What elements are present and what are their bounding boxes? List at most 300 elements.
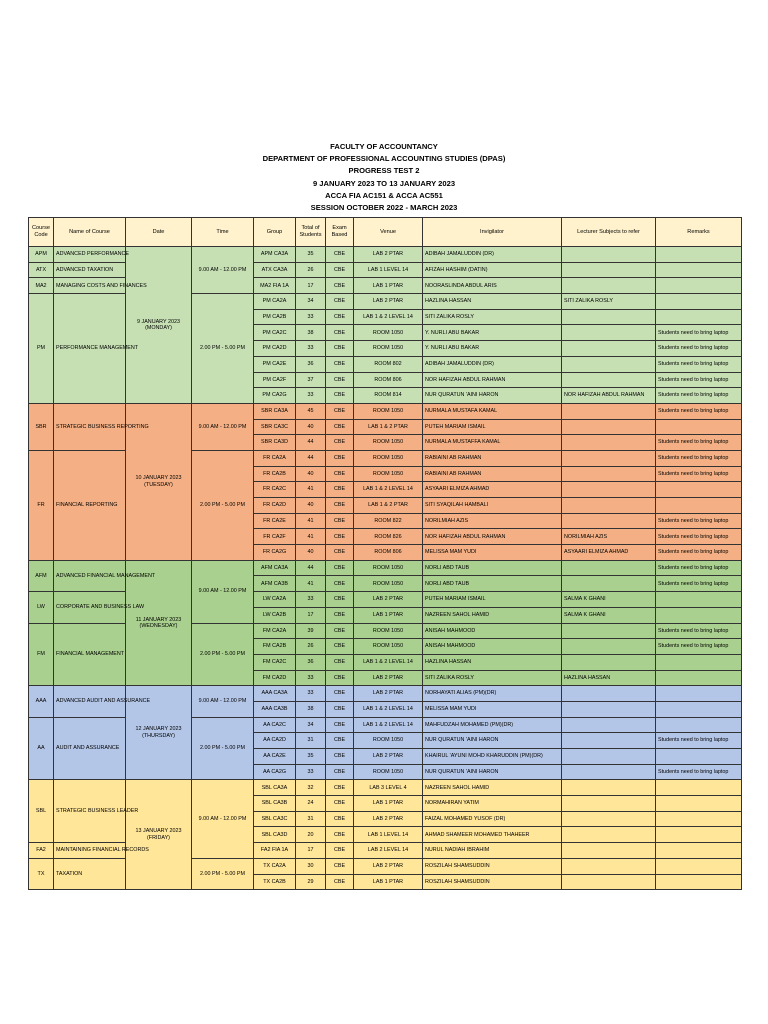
remarks-cell: Students need to bring laptop [656,513,742,529]
invigilator-cell: HAZLINA HASSAN [423,654,562,670]
venue-cell: LAB 1 & 2 LEVEL 14 [354,654,423,670]
total-students-cell: 39 [296,623,326,639]
group-cell: TX CA2B [254,874,296,890]
remarks-cell [656,749,742,765]
exam-based-cell: CBE [326,874,354,890]
exam-based-cell: CBE [326,403,354,419]
exam-based-cell: CBE [326,356,354,372]
exam-time-cell: 2.00 PM - 5.00 PM [192,450,254,560]
group-cell: PM CA2E [254,356,296,372]
header-remarks: Remarks [656,218,742,247]
course-name-cell: ADVANCED AUDIT AND ASSURANCE [54,686,126,717]
total-students-cell: 30 [296,858,326,874]
remarks-cell [656,843,742,859]
remarks-cell [656,278,742,294]
invigilator-cell: PUTEH MARIAM ISMAIL [423,592,562,608]
table-row [29,247,742,263]
venue-cell: ROOM 1050 [354,576,423,592]
invigilator-cell: KHAIRUL 'AYUNI MOHD KHARUDDIN (PM)(DR) [423,749,562,765]
remarks-cell: Students need to bring laptop [656,545,742,561]
total-students-cell: 33 [296,764,326,780]
invigilator-cell: RABIAINI AB RAHMAN [423,466,562,482]
group-cell: LW CA2A [254,592,296,608]
invigilator-cell: NUR QURATUN 'AINI HARON [423,388,562,404]
invigilator-cell: NORHAYATI ALIAS (PM)(DR) [423,686,562,702]
invigilator-cell: ROSZILAH SHAMSUDDIN [423,858,562,874]
course-code-cell: FA2 [29,843,54,859]
exam-based-cell: CBE [326,623,354,639]
course-name-cell: TAXATION [54,858,126,889]
title-test-period: 9 JANUARY 2023 TO 13 JANUARY 2023 [312,178,456,188]
lecturer-cell [562,827,656,843]
course-name-cell: ADVANCED PERFORMANCE [54,247,126,263]
remarks-cell [656,874,742,890]
venue-cell: LAB 2 PTAR [354,686,423,702]
lecturer-cell [562,576,656,592]
invigilator-cell: NURMALA MUSTAFA KAMAL [423,403,562,419]
lecturer-cell [562,560,656,576]
exam-based-cell: CBE [326,780,354,796]
total-students-cell: 26 [296,262,326,278]
schedule-body [29,247,742,890]
venue-cell: ROOM 1050 [354,466,423,482]
exam-date-text: 13 JANUARY 2023 [135,828,182,835]
total-students-cell: 31 [296,733,326,749]
group-cell: SBR CA3C [254,419,296,435]
title-session: SESSION OCTOBER 2022 - MARCH 2023 [310,202,458,212]
exam-based-cell: CBE [326,325,354,341]
invigilator-cell: NOR HAFIZAH ABDUL RAHMAN [423,372,562,388]
remarks-cell [656,701,742,717]
venue-cell: LAB 1 PTAR [354,874,423,890]
header-exam-based: Exam Based [326,218,354,247]
title-faculty: FACULTY OF ACCOUNTANCY [330,142,438,151]
total-students-cell: 17 [296,607,326,623]
group-cell: SBL CA3D [254,827,296,843]
exam-date-text: 10 JANUARY 2023 [135,475,182,482]
exam-based-cell: CBE [326,654,354,670]
exam-based-cell: CBE [326,278,354,294]
exam-date-cell [126,780,192,890]
total-students-cell: 34 [296,294,326,310]
venue-cell: LAB 2 PTAR [354,670,423,686]
course-code-cell: TX [29,858,54,889]
lecturer-cell [562,639,656,655]
exam-weekday-text: (MONDAY) [145,324,172,331]
venue-cell: LAB 1 & 2 PTAR [354,419,423,435]
exam-based-cell: CBE [326,858,354,874]
header-lecturer: Lecturer Subjects to refer [562,218,656,247]
invigilator-cell: NOORASLINDA ABDUL ARIS [423,278,562,294]
exam-time-cell: 2.00 PM - 5.00 PM [192,858,254,889]
venue-cell: ROOM 1050 [354,623,423,639]
exam-based-cell: CBE [326,811,354,827]
venue-cell: ROOM 1050 [354,450,423,466]
exam-based-cell: CBE [326,607,354,623]
invigilator-cell: MELISSA MAM YUDI [423,545,562,561]
venue-cell: LAB 1 & 2 LEVEL 14 [354,482,423,498]
venue-cell: LAB 1 & 2 LEVEL 14 [354,717,423,733]
course-name-cell: MAINTAINING FINANCIAL RECORDS [54,843,126,859]
group-cell: FR CA2C [254,482,296,498]
exam-based-cell: CBE [326,560,354,576]
course-name-cell: CORPORATE AND BUSINESS LAW [54,592,126,623]
group-cell: FR CA2E [254,513,296,529]
lecturer-cell [562,858,656,874]
venue-cell: LAB 2 PTAR [354,294,423,310]
remarks-cell [656,309,742,325]
lecturer-cell: ASYAARI ELMIZA AHMAD [562,545,656,561]
table-row [29,560,742,576]
venue-cell: ROOM 1050 [354,560,423,576]
total-students-cell: 38 [296,325,326,341]
remarks-cell: Students need to bring laptop [656,372,742,388]
exam-date-cell [126,560,192,686]
exam-based-cell: CBE [326,592,354,608]
exam-weekday-text: (TUESDAY) [144,481,173,488]
exam-based-cell: CBE [326,796,354,812]
remarks-cell [656,247,742,263]
total-students-cell: 41 [296,576,326,592]
total-students-cell: 45 [296,403,326,419]
venue-cell: LAB 2 PTAR [354,592,423,608]
course-code-cell: FM [29,623,54,686]
total-students-cell: 33 [296,388,326,404]
lecturer-cell [562,654,656,670]
total-students-cell: 35 [296,749,326,765]
group-cell: ATX CA3A [254,262,296,278]
remarks-cell: Students need to bring laptop [656,733,742,749]
lecturer-cell [562,262,656,278]
lecturer-cell: SALMA K GHANI [562,607,656,623]
table-row [29,686,742,702]
invigilator-cell: NAZREEN SAHOL HAMID [423,607,562,623]
venue-cell: ROOM 806 [354,545,423,561]
total-students-cell: 33 [296,670,326,686]
remarks-cell: Students need to bring laptop [656,325,742,341]
remarks-cell [656,607,742,623]
venue-cell: LAB 2 PTAR [354,858,423,874]
group-cell: FM CA2D [254,670,296,686]
venue-cell: ROOM 822 [354,513,423,529]
venue-cell: LAB 2 PTAR [354,749,423,765]
group-cell: FM CA2A [254,623,296,639]
document-title-block [0,141,768,214]
course-code-cell: AA [29,717,54,780]
group-cell: SBL CA3C [254,811,296,827]
invigilator-cell: MELISSA MAM YUDI [423,701,562,717]
venue-cell: LAB 2 PTAR [354,247,423,263]
invigilator-cell: PUTEH MARIAM ISMAIL [423,419,562,435]
remarks-cell: Students need to bring laptop [656,639,742,655]
lecturer-cell [562,419,656,435]
group-cell: FM CA2C [254,654,296,670]
total-students-cell: 33 [296,341,326,357]
total-students-cell: 33 [296,309,326,325]
invigilator-cell: Y. NURLI ABU BAKAR [423,325,562,341]
invigilator-cell: NURUL NADIAH IBRAHIM [423,843,562,859]
group-cell: SBR CA3D [254,435,296,451]
remarks-cell: Students need to bring laptop [656,560,742,576]
header-group: Group [254,218,296,247]
group-cell: PM CA2F [254,372,296,388]
exam-based-cell: CBE [326,388,354,404]
exam-based-cell: CBE [326,372,354,388]
exam-time-cell: 9.00 AM - 12.00 PM [192,686,254,717]
total-students-cell: 17 [296,278,326,294]
remarks-cell [656,827,742,843]
exam-based-cell: CBE [326,341,354,357]
venue-cell: LAB 3 LEVEL 4 [354,780,423,796]
course-code-cell: AAA [29,686,54,717]
header-date: Date [126,218,192,247]
total-students-cell: 17 [296,843,326,859]
header-time: Time [192,218,254,247]
course-name-cell: STRATEGIC BUSINESS REPORTING [54,403,126,450]
group-cell: FR CA2B [254,466,296,482]
remarks-cell [656,592,742,608]
lecturer-cell [562,874,656,890]
exam-based-cell: CBE [326,294,354,310]
group-cell: AFM CA3B [254,576,296,592]
exam-time-cell: 9.00 AM - 12.00 PM [192,247,254,294]
exam-based-cell: CBE [326,498,354,514]
title-programme: ACCA FIA AC151 & ACCA AC551 [325,190,443,200]
total-students-cell: 26 [296,639,326,655]
total-students-cell: 33 [296,592,326,608]
lecturer-cell [562,325,656,341]
total-students-cell: 36 [296,356,326,372]
total-students-cell: 38 [296,701,326,717]
remarks-cell [656,811,742,827]
lecturer-cell [562,623,656,639]
exam-based-cell: CBE [326,419,354,435]
lecturer-cell [562,450,656,466]
total-students-cell: 36 [296,654,326,670]
venue-cell: ROOM 1050 [354,639,423,655]
group-cell: MA2 FIA 1A [254,278,296,294]
venue-cell: LAB 1 & 2 LEVEL 14 [354,309,423,325]
group-cell: FM CA2B [254,639,296,655]
exam-based-cell: CBE [326,827,354,843]
exam-based-cell: CBE [326,466,354,482]
group-cell: SBL CA3B [254,796,296,812]
lecturer-cell [562,780,656,796]
exam-based-cell: CBE [326,749,354,765]
venue-cell: LAB 2 LEVEL 14 [354,843,423,859]
group-cell: TX CA2A [254,858,296,874]
invigilator-cell: MAHFUDZAH MOHAMED (PM)(DR) [423,717,562,733]
remarks-cell: Students need to bring laptop [656,450,742,466]
lecturer-cell [562,247,656,263]
total-students-cell: 40 [296,466,326,482]
course-code-cell: FR [29,450,54,560]
total-students-cell: 29 [296,874,326,890]
lecturer-cell [562,717,656,733]
invigilator-cell: SITI ZALIKA ROSLY [423,309,562,325]
exam-based-cell: CBE [326,513,354,529]
exam-time-cell: 2.00 PM - 5.00 PM [192,717,254,780]
invigilator-cell: ANISAH MAHMOOD [423,623,562,639]
total-students-cell: 33 [296,686,326,702]
lecturer-cell [562,466,656,482]
lecturer-cell: NOR HAFIZAH ABDUL RAHMAN [562,388,656,404]
venue-cell: ROOM 1050 [354,403,423,419]
course-code-cell: MA2 [29,278,54,294]
exam-based-cell: CBE [326,262,354,278]
exam-based-cell: CBE [326,670,354,686]
venue-cell: LAB 2 PTAR [354,811,423,827]
group-cell: AAA CA3A [254,686,296,702]
total-students-cell: 35 [296,247,326,263]
remarks-cell [656,670,742,686]
exam-based-cell: CBE [326,309,354,325]
course-name-cell: AUDIT AND ASSURANCE [54,717,126,780]
venue-cell: ROOM 1050 [354,341,423,357]
venue-cell: LAB 1 LEVEL 14 [354,262,423,278]
exam-weekday-text: (WEDNESDAY) [139,623,178,629]
course-code-cell: AFM [29,560,54,591]
course-code-cell: ATX [29,262,54,278]
invigilator-cell: NURMALA MUSTAFFA KAMAL [423,435,562,451]
group-cell: FR CA2F [254,529,296,545]
invigilator-cell: NUR QURATUN 'AINI HARON [423,733,562,749]
course-code-cell: PM [29,294,54,404]
group-cell: AAA CA3B [254,701,296,717]
header-row [29,218,742,247]
course-code-cell: SBR [29,403,54,450]
exam-time-cell: 9.00 AM - 12.00 PM [192,403,254,450]
title-department: DEPARTMENT OF PROFESSIONAL ACCOUNTING STUDIES (DPAS) [262,154,506,164]
total-students-cell: 41 [296,482,326,498]
venue-cell: ROOM 806 [354,372,423,388]
invigilator-cell: NAZREEN SAHOL HAMID [423,780,562,796]
group-cell: PM CA2A [254,294,296,310]
remarks-cell [656,654,742,670]
invigilator-cell: AHMAD SHAMEER MOHAMED THAHEER [423,827,562,843]
lecturer-cell [562,403,656,419]
exam-based-cell: CBE [326,450,354,466]
group-cell: AA CA2D [254,733,296,749]
remarks-cell: Students need to bring laptop [656,466,742,482]
invigilator-cell: ROSZILAH SHAMSUDDIN [423,874,562,890]
invigilator-cell: NORLI ABD TAUB [423,560,562,576]
total-students-cell: 20 [296,827,326,843]
total-students-cell: 44 [296,435,326,451]
invigilator-cell: NORLI ABD TAUB [423,576,562,592]
remarks-cell [656,419,742,435]
venue-cell: ROOM 826 [354,529,423,545]
lecturer-cell [562,513,656,529]
group-cell: PM CA2C [254,325,296,341]
total-students-cell: 44 [296,560,326,576]
lecturer-cell [562,372,656,388]
table-row [29,403,742,419]
lecturer-cell [562,309,656,325]
group-cell: FR CA2D [254,498,296,514]
exam-based-cell: CBE [326,529,354,545]
invigilator-cell: HAZLINA HASSAN [423,294,562,310]
exam-based-cell: CBE [326,764,354,780]
header-invigilator: Invigilator [423,218,562,247]
total-students-cell: 32 [296,780,326,796]
exam-based-cell: CBE [326,545,354,561]
lecturer-cell [562,356,656,372]
remarks-cell [656,294,742,310]
exam-based-cell: CBE [326,686,354,702]
group-cell: SBR CA3A [254,403,296,419]
group-cell: AA CA2C [254,717,296,733]
course-name-cell: PERFORMANCE MANAGEMENT [54,294,126,404]
course-code-cell: APM [29,247,54,263]
remarks-cell: Students need to bring laptop [656,435,742,451]
invigilator-cell: NUR QURATUN 'AINI HARON [423,764,562,780]
group-cell: FR CA2A [254,450,296,466]
venue-cell: ROOM 1050 [354,764,423,780]
lecturer-cell: NORILMIAH AZIS [562,529,656,545]
invigilator-cell: ADIBAH JAMALUDDIN (DR) [423,247,562,263]
group-cell: PM CA2G [254,388,296,404]
remarks-cell [656,858,742,874]
exam-based-cell: CBE [326,843,354,859]
lecturer-cell [562,435,656,451]
venue-cell: ROOM 802 [354,356,423,372]
invigilator-cell: ANISAH MAHMOOD [423,639,562,655]
remarks-cell [656,498,742,514]
invigilator-cell: SITI SYAQILAH HAMBALI [423,498,562,514]
exam-time-cell: 2.00 PM - 5.00 PM [192,294,254,404]
remarks-cell: Students need to bring laptop [656,356,742,372]
venue-cell: LAB 1 & 2 PTAR [354,498,423,514]
exam-date-text: 11 JANUARY 2023 [135,616,182,623]
lecturer-cell [562,796,656,812]
invigilator-cell: ASYAARI ELMIZA AHMAD [423,482,562,498]
invigilator-cell: SITI ZALIKA ROSLY [423,670,562,686]
total-students-cell: 41 [296,529,326,545]
venue-cell: ROOM 1050 [354,325,423,341]
header-venue: Venue [354,218,423,247]
total-students-cell: 37 [296,372,326,388]
venue-cell: LAB 1 LEVEL 14 [354,827,423,843]
remarks-cell [656,780,742,796]
exam-time-cell: 2.00 PM - 5.00 PM [192,623,254,686]
lecturer-cell [562,701,656,717]
group-cell: SBL CA3A [254,780,296,796]
exam-based-cell: CBE [326,435,354,451]
venue-cell: LAB 1 PTAR [354,607,423,623]
exam-based-cell: CBE [326,733,354,749]
venue-cell: LAB 1 PTAR [354,278,423,294]
invigilator-cell: FAIZAL MOHAMED YUSOF (DR) [423,811,562,827]
remarks-cell: Students need to bring laptop [656,576,742,592]
header-course-name: Name of Course [54,218,126,247]
lecturer-cell [562,843,656,859]
exam-based-cell: CBE [326,482,354,498]
venue-cell: ROOM 1050 [354,435,423,451]
venue-cell: ROOM 1050 [354,733,423,749]
exam-based-cell: CBE [326,701,354,717]
header-course-code: Course Code [29,218,54,247]
lecturer-cell [562,278,656,294]
group-cell: AA CA2E [254,749,296,765]
lecturer-cell [562,733,656,749]
schedule-table [28,217,742,890]
lecturer-cell [562,341,656,357]
group-cell: PM CA2B [254,309,296,325]
exam-date-text: 9 JANUARY 2023 [137,318,180,325]
remarks-cell [656,717,742,733]
course-code-cell: LW [29,592,54,623]
